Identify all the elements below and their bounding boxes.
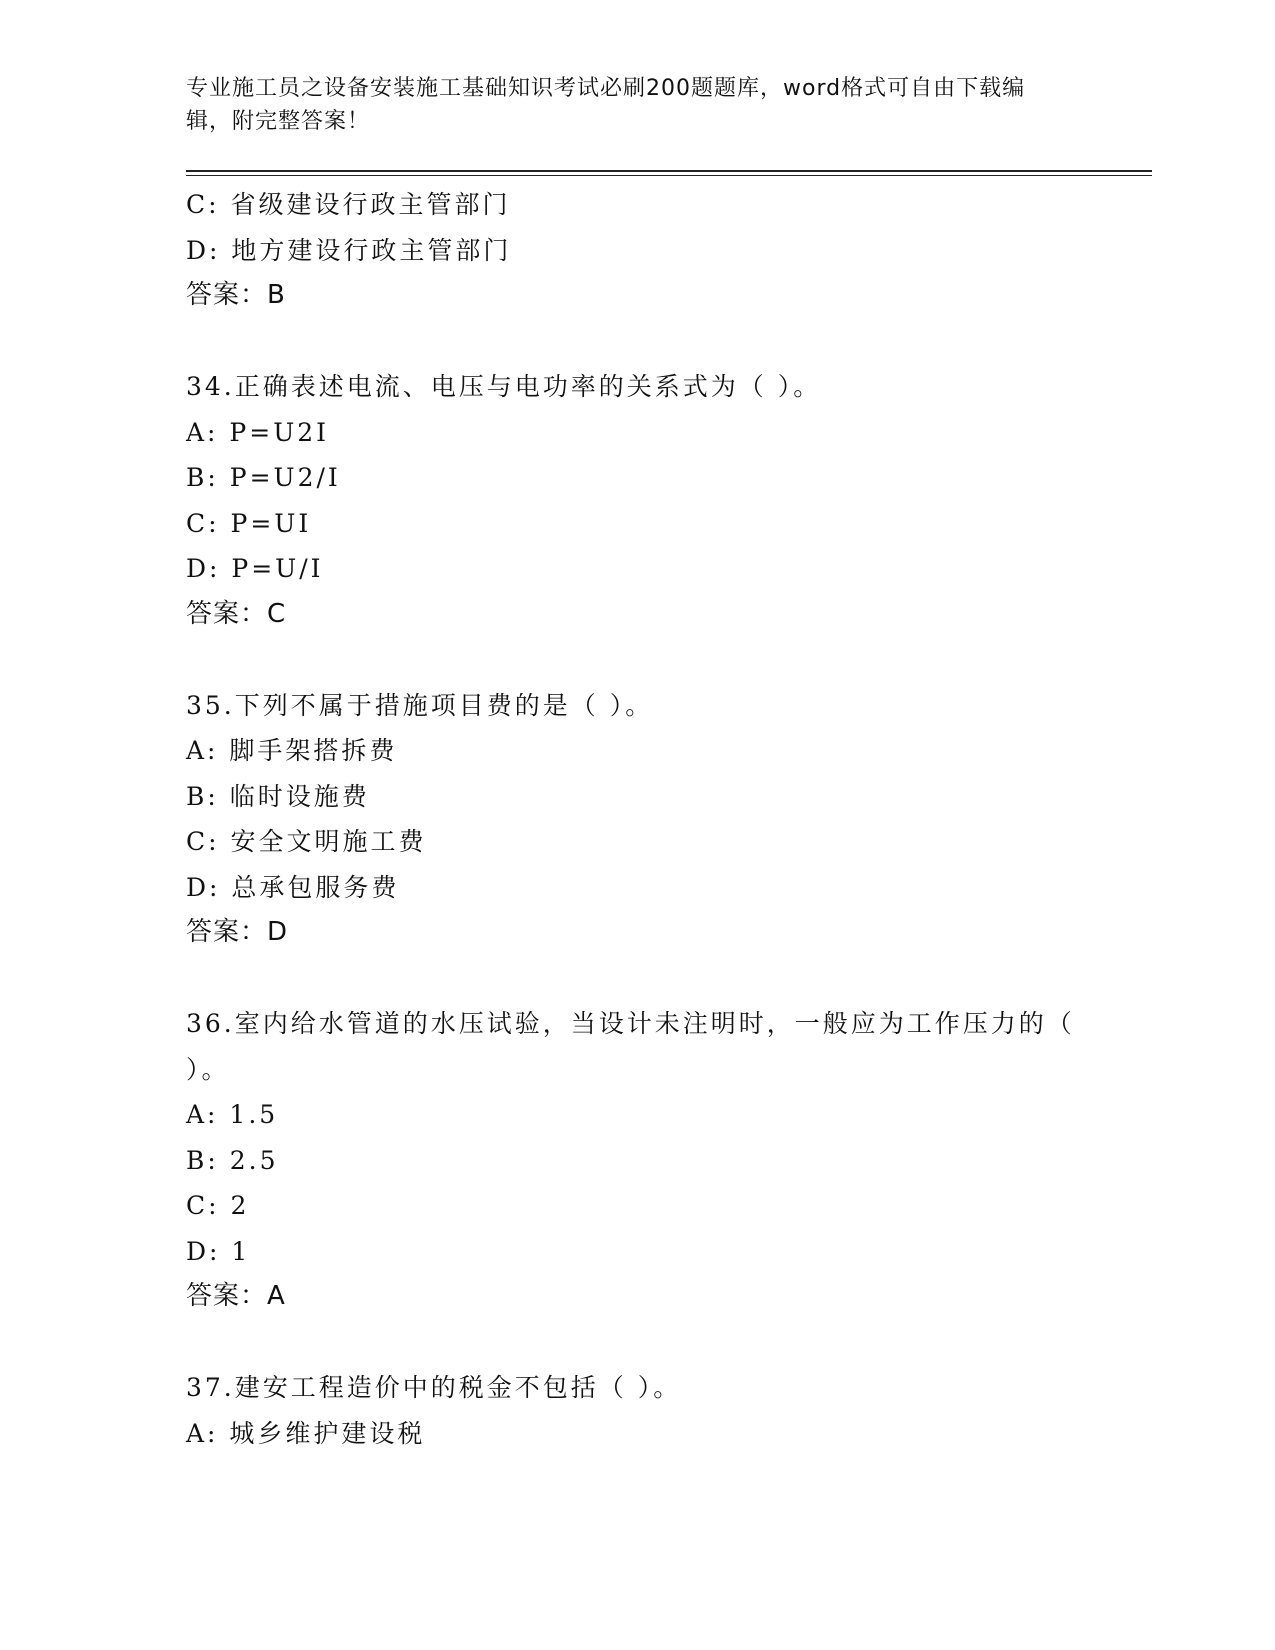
option-d: D: P=U/I bbox=[186, 554, 324, 583]
document-header: 专业施工员之设备安装施工基础知识考试必刷200题题库，word格式可自由下载编辑，附完整答案！ bbox=[186, 76, 1026, 134]
option-a: A: 城乡维护建设税 bbox=[186, 1418, 426, 1448]
document-page bbox=[186, 72, 1152, 1456]
answer-line: 答案：D bbox=[186, 917, 289, 947]
question-34 bbox=[186, 364, 1152, 637]
answer-line: 答案：B bbox=[186, 280, 286, 310]
option-b: B: 2.5 bbox=[186, 1145, 279, 1175]
question-stem: 36.室内给水管道的水压试验，当设计未注明时，一般应为工作压力的（ ）。 bbox=[186, 1009, 1075, 1084]
option-d: D: 总承包服务费 bbox=[186, 872, 400, 902]
option-b: B: 临时设施费 bbox=[186, 781, 370, 811]
option-c: C: P=UI bbox=[186, 508, 312, 538]
question-stem: 35.下列不属于措施项目费的是（ ）。 bbox=[186, 690, 654, 720]
option-d: D: 1 bbox=[186, 1236, 251, 1266]
option-c: C: 2 bbox=[186, 1191, 250, 1220]
answer-line: 答案：A bbox=[186, 1281, 286, 1311]
answer-line: 答案：C bbox=[186, 598, 287, 629]
option-a: A: P=U2I bbox=[186, 417, 330, 447]
question-fragment-33 bbox=[186, 182, 1152, 319]
option-a: A: 脚手架搭拆费 bbox=[186, 736, 398, 765]
option-d: D: 地方建设行政主管部门 bbox=[186, 235, 512, 265]
header-divider-thin bbox=[186, 175, 1152, 176]
question-stem: 34.正确表述电流、电压与电功率的关系式为（ ）。 bbox=[186, 372, 822, 401]
option-c: C: 安全文明施工费 bbox=[186, 827, 427, 856]
option-a: A: 1.5 bbox=[186, 1100, 279, 1129]
option-b: B: P=U2/I bbox=[186, 463, 341, 492]
question-35 bbox=[186, 683, 1152, 956]
question-list bbox=[186, 182, 1152, 1456]
header-divider-thick bbox=[186, 170, 1152, 172]
question-stem: 37.建安工程造价中的税金不包括（ ）。 bbox=[186, 1373, 682, 1402]
question-36 bbox=[186, 1001, 1152, 1320]
option-c: C: 省级建设行政主管部门 bbox=[186, 190, 511, 219]
question-37 bbox=[186, 1365, 1152, 1456]
